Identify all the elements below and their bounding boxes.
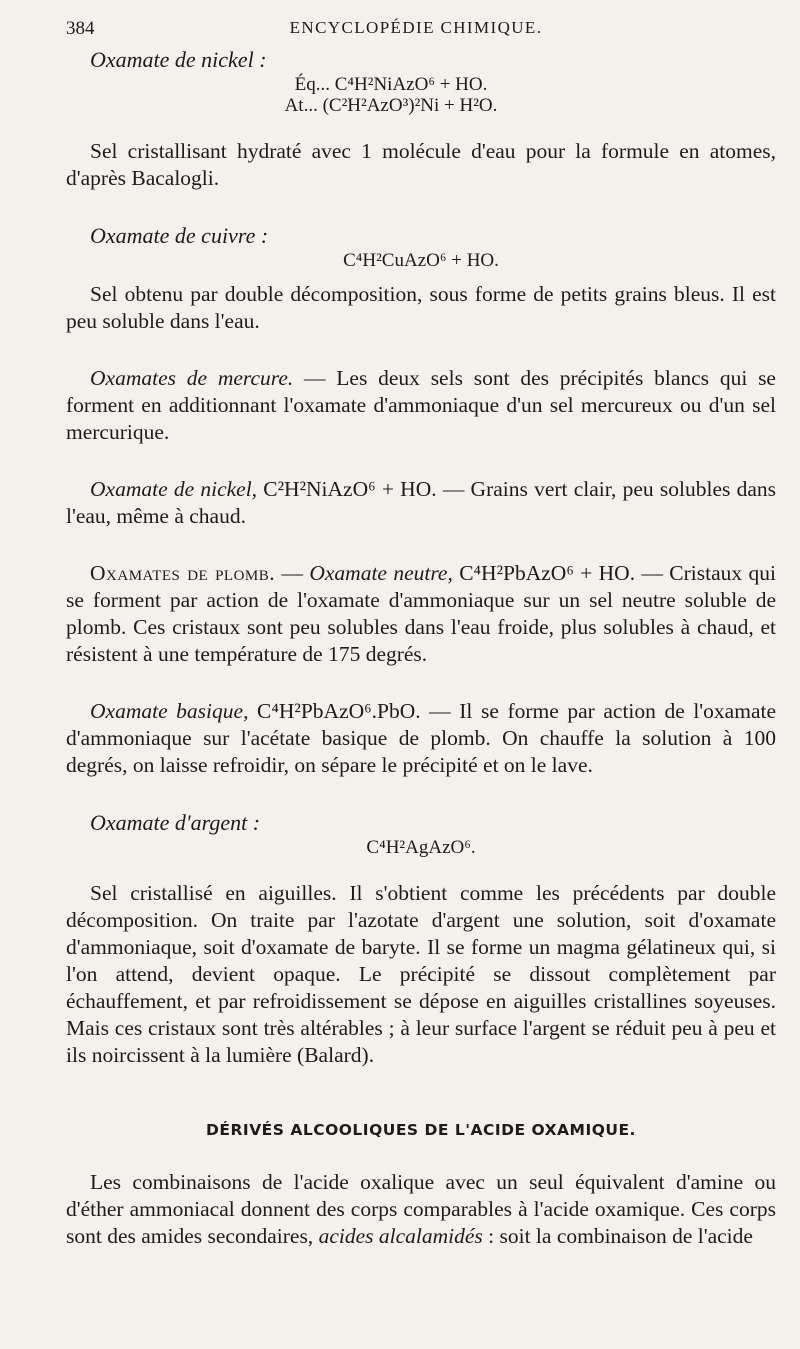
final-text-b: : soit la combinaison de l'acide [482,1224,753,1248]
plomb-paragraph [66,560,776,668]
nickel-heading: Oxamate de nickel : [90,47,267,72]
mercure-name: Oxamates de mercure. [90,366,294,390]
section-title: DÉRIVÉS ALCOOLIQUES DE L'ACIDE OXAMIQUE. [206,1121,636,1139]
mercure-text: — Les deux sels sont des précipités blancs qui se forment en additionnant l'oxamate d'ammoniaque d'un sel mercureux ou d'un sel mercurique. [66,366,776,444]
final-text-a: Les combinaisons de l'acide oxalique avec un seul équivalent d'amine ou d'éther ammoniacal donnent des corps comparables à l'acide oxamique. Ces corps sont des amides secondaires, [66,1170,776,1248]
final-paragraph [66,1169,776,1250]
nickel-formula-eq: Éq... C⁴H²NiAzO⁶ + HO. [294,74,488,95]
basique-name: Oxamate basique, [90,699,249,723]
running-head: ENCYCLOPÉDIE CHIMIQUE. [289,18,543,37]
final-italic: acides alcalamidés [318,1224,483,1248]
cuivre-heading: Oxamate de cuivre : [90,223,269,248]
mercure-paragraph [66,365,776,446]
page-body [66,46,776,1250]
page-header [66,18,766,42]
plomb-dash: — [275,561,310,585]
nickel-second-text: C²H²NiAzO⁶ + HO. — Grains vert clair, peu solubles dans l'eau, même à chaud. [66,477,777,528]
nickel-paragraph: Sel cristallisant hydraté avec 1 molécule d'eau pour la formule en atomes, d'après Bacalogli. [66,139,776,190]
nickel-second-paragraph [66,476,776,530]
argent-paragraph: Sel cristallisé en aiguilles. Il s'obtient comme les précédents par double décomposition. On traite par l'azotate d'argent une solution, soit d'oxamate d'ammoniaque, soit d'oxamate de baryte. Il se forme un magma gélatineux qui, si l'on attend, devient opaque. Le précipité se dissout complètement par échauffement, et par refroidissement se dépose en aiguilles cristallines soyeuses. Mais ces cristaux sont très altérables ; à leur surface l'argent se réduit peu à peu et ils noircissent à la lumière (Balard). [66,881,776,1067]
nickel-formula-at: At... (C²H²AzO³)²Ni + H²O. [284,95,498,116]
cuivre-formula: C⁴H²CuAzO⁶ + HO. [343,250,499,271]
nickel-second-name: Oxamate de nickel, [90,477,258,501]
plomb-name: Oxamate neutre, [309,561,453,585]
plomb-label: Oxamates de plomb. [90,561,276,585]
argent-heading: Oxamate d'argent : [90,810,261,835]
argent-formula: C⁴H²AgAzO⁶. [366,837,476,858]
basique-text: C⁴H²PbAzO⁶.PbO. — Il se forme par action de l'oxamate d'ammoniaque sur l'acétate basique de plomb. On chauffe la solution à 100 degrés, on laisse refroidir, on sépare le précipité et on le lave. [66,699,777,777]
cuivre-paragraph: Sel obtenu par double décomposition, sous forme de petits grains bleus. Il est peu soluble dans l'eau. [66,282,776,333]
page-number: 384 [66,18,95,39]
plomb-text: C⁴H²PbAzO⁶ + HO. — Cristaux qui se forment par action de l'oxamate d'ammoniaque sur un sel neutre soluble de plomb. Ces cristaux sont peu solubles dans l'eau froide, plus solubles à chaud, et résistent à une température de 175 degrés. [66,561,776,666]
basique-paragraph [66,698,776,779]
